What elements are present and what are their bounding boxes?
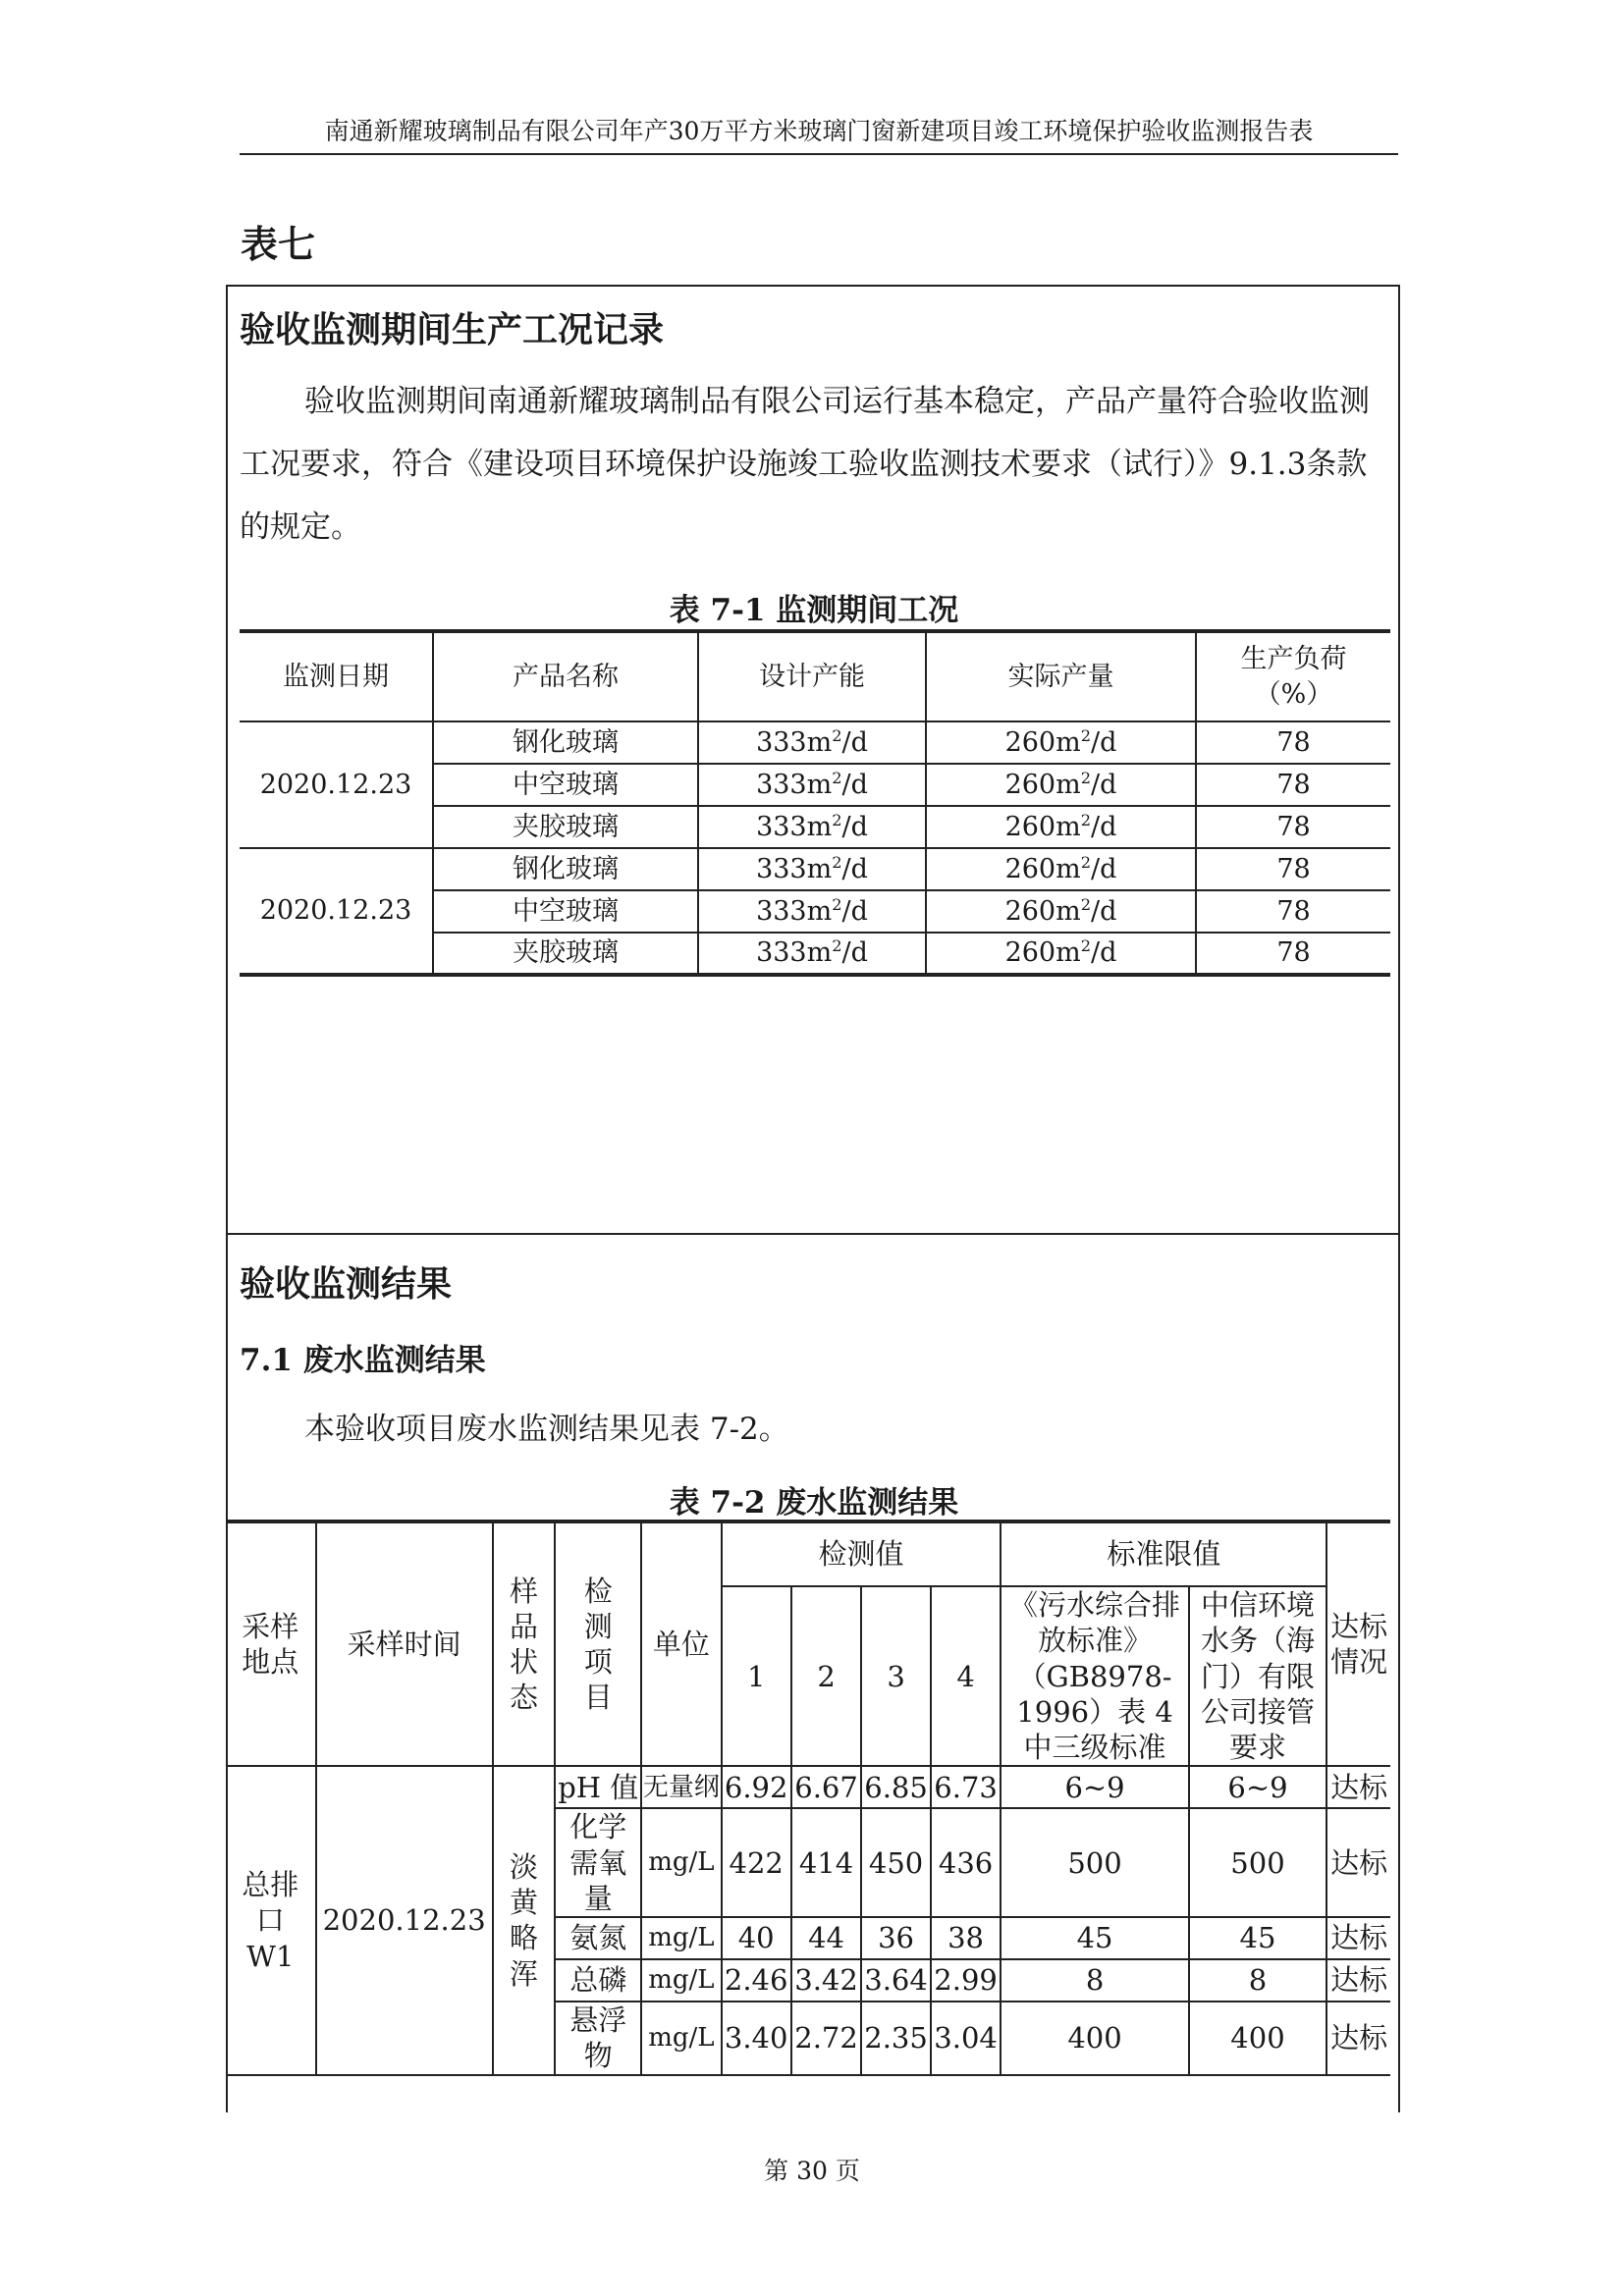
item-cell: 悬浮物: [555, 2002, 641, 2075]
result-cell: 达标: [1326, 1917, 1390, 1959]
design-value: 333m: [756, 769, 833, 800]
table-row: [240, 721, 1390, 764]
design-superscript: 2: [832, 936, 842, 956]
results-heading: 验收监测结果: [240, 1263, 453, 1305]
standard1-cell: 6~9: [1001, 1766, 1188, 1808]
actual-output-cell: [926, 764, 1196, 806]
value-cell: 38: [931, 1917, 1001, 1959]
value-cell: 2.72: [791, 2002, 862, 2075]
col-header-date: 监测日期: [240, 631, 433, 721]
value-cell: 414: [791, 1808, 862, 1917]
design-value: 333m: [756, 895, 833, 927]
actual-superscript: 2: [1080, 725, 1092, 745]
actual-value: 260m: [1004, 895, 1081, 927]
design-unit: /d: [841, 769, 868, 800]
col-header-load: 生产负荷（%）: [1196, 631, 1390, 721]
product-cell: 中空玻璃: [433, 890, 698, 933]
table-header-row: [226, 1522, 1390, 1586]
wastewater-table: [226, 1520, 1390, 2076]
product-cell: 夹胶玻璃: [433, 806, 698, 848]
design-superscript: 2: [832, 810, 842, 829]
design-superscript: 2: [832, 725, 842, 745]
design-value: 333m: [756, 811, 833, 842]
col-header-n1: 1: [722, 1586, 791, 1766]
design-value: 333m: [756, 726, 833, 758]
standard1-cell: 500: [1001, 1808, 1188, 1917]
standard2-cell: 45: [1189, 1917, 1327, 1959]
value-cell: 6.92: [722, 1766, 791, 1808]
design-capacity-cell: [698, 721, 926, 764]
table-row: [226, 1766, 1390, 1808]
product-cell: 钢化玻璃: [433, 721, 698, 764]
col-header-actual: 实际产量: [926, 631, 1196, 721]
actual-value: 260m: [1004, 937, 1081, 969]
design-unit: /d: [841, 895, 868, 927]
actual-superscript: 2: [1080, 936, 1092, 956]
unit-cell: mg/L: [641, 2002, 722, 2075]
value-cell: 6.67: [791, 1766, 862, 1808]
value-cell: 2.46: [722, 1959, 791, 2002]
design-capacity-cell: [698, 890, 926, 933]
design-unit: /d: [841, 937, 868, 969]
item-cell: pH 值: [555, 1766, 641, 1808]
value-cell: 6.85: [861, 1766, 930, 1808]
actual-value: 260m: [1004, 769, 1081, 800]
item-cell: 总磷: [555, 1959, 641, 2002]
product-cell: 中空玻璃: [433, 764, 698, 806]
unit-cell: mg/L: [641, 1808, 722, 1917]
col-header-result: 达标情况: [1326, 1522, 1390, 1766]
value-cell: 40: [722, 1917, 791, 1959]
load-cell: 78: [1196, 764, 1390, 806]
value-cell: 3.40: [722, 2002, 791, 2075]
design-capacity-cell: [698, 806, 926, 848]
value-cell: 450: [861, 1808, 930, 1917]
section-divider: [226, 1233, 1400, 1235]
design-unit: /d: [841, 726, 868, 758]
unit-cell: mg/L: [641, 1917, 722, 1959]
unit-cell: 无量纲: [641, 1766, 722, 1808]
design-capacity-cell: [698, 764, 926, 806]
date-cell: 2020.12.23: [240, 721, 433, 848]
actual-superscript: 2: [1080, 768, 1092, 787]
design-value: 333m: [756, 853, 833, 884]
load-cell: 78: [1196, 806, 1390, 848]
standard2-cell: 8: [1189, 1959, 1327, 2002]
col-header-design: 设计产能: [698, 631, 926, 721]
actual-output-cell: [926, 806, 1196, 848]
actual-value: 260m: [1004, 726, 1081, 758]
standard2-cell: 6~9: [1189, 1766, 1327, 1808]
unit-cell: mg/L: [641, 1959, 722, 2002]
col-header-std1: 《污水综合排放标准》（GB8978-1996）表 4 中三级标准: [1001, 1586, 1188, 1766]
load-cell: 78: [1196, 721, 1390, 764]
table2-caption: 表 7-2 废水监测结果: [669, 1485, 959, 1521]
design-superscript: 2: [832, 894, 842, 914]
production-table-body: [240, 721, 1390, 975]
actual-output-cell: [926, 890, 1196, 933]
time-cell: 2020.12.23: [316, 1766, 493, 2074]
standard1-cell: 45: [1001, 1917, 1188, 1959]
col-header-measured: 检测值: [722, 1522, 1001, 1586]
standard2-cell: 500: [1189, 1808, 1327, 1917]
load-cell: 78: [1196, 933, 1390, 975]
design-unit: /d: [841, 811, 868, 842]
result-cell: 达标: [1326, 1766, 1390, 1808]
standard2-cell: 400: [1189, 2002, 1327, 2075]
location-cell: 总排口W1: [226, 1766, 316, 2074]
value-cell: 2.99: [931, 1959, 1001, 2002]
actual-superscript: 2: [1080, 894, 1092, 914]
section-title: 表七: [241, 222, 316, 266]
value-cell: 36: [861, 1917, 930, 1959]
table1-caption: 表 7-1 监测期间工况: [669, 593, 959, 628]
design-superscript: 2: [832, 852, 842, 872]
report-header: 南通新耀玻璃制品有限公司年产30万平方米玻璃门窗新建项目竣工环境保护验收监测报告表: [240, 110, 1398, 155]
actual-unit: /d: [1091, 895, 1117, 927]
actual-unit: /d: [1091, 811, 1117, 842]
wastewater-subheading: 7.1 废水监测结果: [240, 1343, 486, 1378]
load-cell: 78: [1196, 890, 1390, 933]
col-header-n3: 3: [861, 1586, 930, 1766]
design-unit: /d: [841, 853, 868, 884]
wastewater-paragraph: 本验收项目废水监测结果见表 7-2。: [304, 1412, 789, 1447]
production-paragraph: 验收监测期间南通新耀玻璃制品有限公司运行基本稳定，产品产量符合验收监测工况要求，符合《建设项目环境保护设施竣工验收监测技术要求（试行）》9.1.3条款的规定。: [240, 384, 1370, 545]
design-value: 333m: [756, 937, 833, 969]
actual-unit: /d: [1091, 769, 1117, 800]
value-cell: 3.64: [861, 1959, 930, 2002]
col-header-state: 样品状态: [493, 1522, 556, 1766]
actual-output-cell: [926, 721, 1196, 764]
value-cell: 436: [931, 1808, 1001, 1917]
design-superscript: 2: [832, 768, 842, 787]
item-cell: 化学需氧量: [555, 1808, 641, 1917]
standard1-cell: 8: [1001, 1959, 1188, 2002]
actual-value: 260m: [1004, 811, 1081, 842]
col-header-item: 检测项目: [555, 1522, 641, 1766]
page-number: 第 30 页: [764, 2157, 860, 2185]
state-cell: 淡黄略浑: [493, 1766, 556, 2074]
result-cell: 达标: [1326, 1959, 1390, 2002]
design-capacity-cell: [698, 933, 926, 975]
col-header-location: 采样地点: [226, 1522, 316, 1766]
col-header-time: 采样时间: [316, 1522, 493, 1766]
col-header-n4: 4: [931, 1586, 1001, 1766]
standard1-cell: 400: [1001, 2002, 1188, 2075]
value-cell: 422: [722, 1808, 791, 1917]
production-table: [240, 629, 1390, 977]
wastewater-table-body: [226, 1766, 1390, 2074]
value-cell: 6.73: [931, 1766, 1001, 1808]
actual-output-cell: [926, 933, 1196, 975]
actual-superscript: 2: [1080, 810, 1092, 829]
actual-unit: /d: [1091, 853, 1117, 884]
production-heading: 验收监测期间生产工况记录: [240, 309, 665, 350]
result-cell: 达标: [1326, 1808, 1390, 1917]
col-header-standard: 标准限值: [1001, 1522, 1326, 1586]
product-cell: 夹胶玻璃: [433, 933, 698, 975]
table-row: [240, 848, 1390, 890]
value-cell: 3.42: [791, 1959, 862, 2002]
product-cell: 钢化玻璃: [433, 848, 698, 890]
actual-output-cell: [926, 848, 1196, 890]
actual-unit: /d: [1091, 726, 1117, 758]
table-header-row: [240, 631, 1390, 721]
value-cell: 3.04: [931, 2002, 1001, 2075]
actual-value: 260m: [1004, 853, 1081, 884]
actual-unit: /d: [1091, 937, 1117, 969]
actual-superscript: 2: [1080, 852, 1092, 872]
result-cell: 达标: [1326, 2002, 1390, 2075]
design-capacity-cell: [698, 848, 926, 890]
value-cell: 44: [791, 1917, 862, 1959]
value-cell: 2.35: [861, 2002, 930, 2075]
col-header-n2: 2: [791, 1586, 862, 1766]
item-cell: 氨氮: [555, 1917, 641, 1959]
load-cell: 78: [1196, 848, 1390, 890]
col-header-unit: 单位: [641, 1522, 722, 1766]
col-header-std2: 中信环境水务（海门）有限公司接管要求: [1189, 1586, 1327, 1766]
date-cell: 2020.12.23: [240, 848, 433, 975]
col-header-product: 产品名称: [433, 631, 698, 721]
